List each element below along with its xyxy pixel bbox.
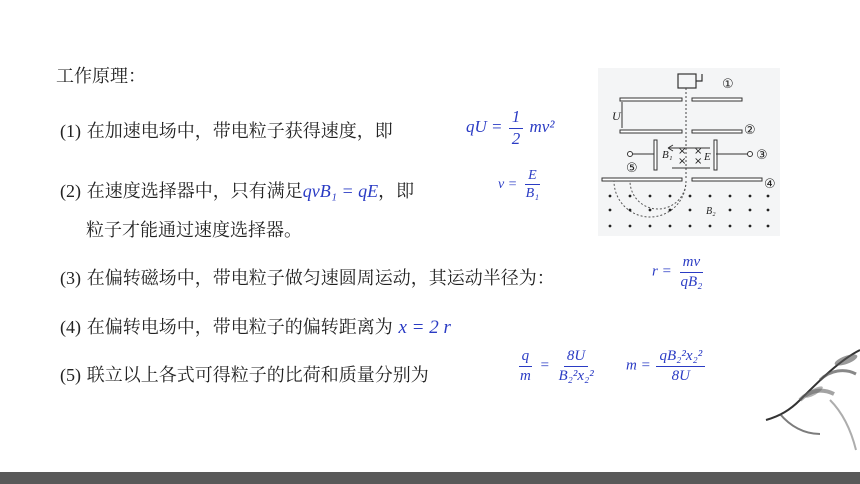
cross-mark: × — [678, 146, 687, 157]
formula-5a-right-fraction — [555, 348, 596, 384]
selector-plate-right — [714, 140, 717, 170]
formula-1-rhs: mv² — [529, 117, 555, 137]
formula-2-lhs: v = — [498, 177, 518, 193]
formula-1 — [466, 108, 554, 148]
formula-2-fraction — [523, 168, 542, 202]
cross-mark: × — [694, 156, 703, 167]
item-2-number: (2) — [60, 181, 81, 201]
formula-3 — [652, 254, 707, 290]
formula-1-num: 1 — [509, 108, 524, 129]
item-5 — [60, 366, 429, 385]
formula-5a-num: q — [519, 348, 533, 367]
detector-plate-left — [602, 178, 682, 181]
item-3-number: (3) — [60, 268, 81, 288]
item-2-tail: ，即 — [378, 181, 415, 202]
formula-5b-fraction — [656, 348, 705, 384]
selector-plate-left — [654, 140, 657, 170]
formula-2 — [498, 168, 544, 202]
footer-bar — [0, 472, 860, 484]
formula-5a-left-fraction — [517, 348, 534, 384]
mass-spectrometer-diagram — [598, 68, 780, 236]
item-1-text: 在加速电场中，带电粒子获得速度，即 — [86, 121, 393, 142]
item-3 — [60, 269, 555, 288]
formula-3-num: mv — [680, 254, 704, 273]
formula-1-fraction — [509, 108, 524, 148]
item-3-text: 在偏转磁场中，带电粒子做匀速圆周运动，其运动半径为： — [86, 268, 555, 289]
cross-mark: × — [678, 156, 687, 167]
plate-mid-right — [692, 130, 742, 133]
label-E: E — [704, 151, 711, 163]
label-3: ③ — [756, 148, 768, 163]
formula-1-den: 2 — [511, 128, 521, 148]
item-5-text: 联立以上各式可得粒子的比荷和质量分别为 — [86, 365, 429, 386]
label-2: ② — [744, 123, 756, 138]
formula-5b-num: qB₂²x₂² — [656, 348, 705, 367]
plate-mid-left — [620, 130, 682, 133]
item-5-number: (5) — [60, 365, 81, 385]
item-4-number: (4) — [60, 317, 81, 337]
item-2-text: 在速度选择器中，只有满足 — [86, 181, 303, 202]
cross-mark: × — [694, 146, 703, 157]
label-1: ① — [722, 77, 734, 92]
formula-2-inline: qvB₁ = qE — [302, 181, 379, 201]
item-1 — [60, 122, 393, 141]
voltage-U-label: U — [612, 109, 621, 123]
formula-5b-lhs: m = — [626, 357, 651, 374]
formula-3-lhs: r = — [652, 263, 672, 280]
item-4 — [60, 318, 451, 337]
item-2 — [60, 182, 414, 201]
item-1-number: (1) — [60, 121, 81, 141]
formula-3-fraction — [677, 254, 705, 290]
item-4-text: 在偏转电场中，带电粒子的偏转距离为 — [86, 317, 393, 338]
formula-2-den: B₁ — [525, 186, 540, 202]
label-B2: B₂ — [706, 206, 716, 217]
label-4: ④ — [764, 177, 776, 192]
formula-4: x = 2 r — [398, 317, 451, 338]
formula-5a-rnum: 8U — [564, 348, 588, 367]
formula-5a-eq: = — [539, 357, 550, 374]
formula-3-den: qB₂ — [680, 273, 703, 290]
formula-5a-den: m — [520, 367, 531, 384]
plate-top-right — [692, 98, 742, 101]
detector-plate-right — [692, 178, 762, 181]
formula-5a — [515, 348, 599, 384]
label-B1: B₁ — [662, 149, 673, 161]
plate-top-left — [620, 98, 682, 101]
formula-1-lhs: qU = — [466, 117, 503, 137]
formula-5b — [626, 348, 707, 384]
item-2-line2: 粒子才能通过速度选择器。 — [86, 220, 302, 241]
formula-5b-den: 8U — [671, 367, 691, 384]
formula-5a-rden: B₂²x₂² — [558, 367, 594, 384]
formula-2-num: E — [525, 168, 540, 185]
page-heading: 工作原理： — [56, 66, 146, 87]
label-5: ⑤ — [626, 161, 638, 176]
ink-plant-decoration — [760, 330, 860, 460]
